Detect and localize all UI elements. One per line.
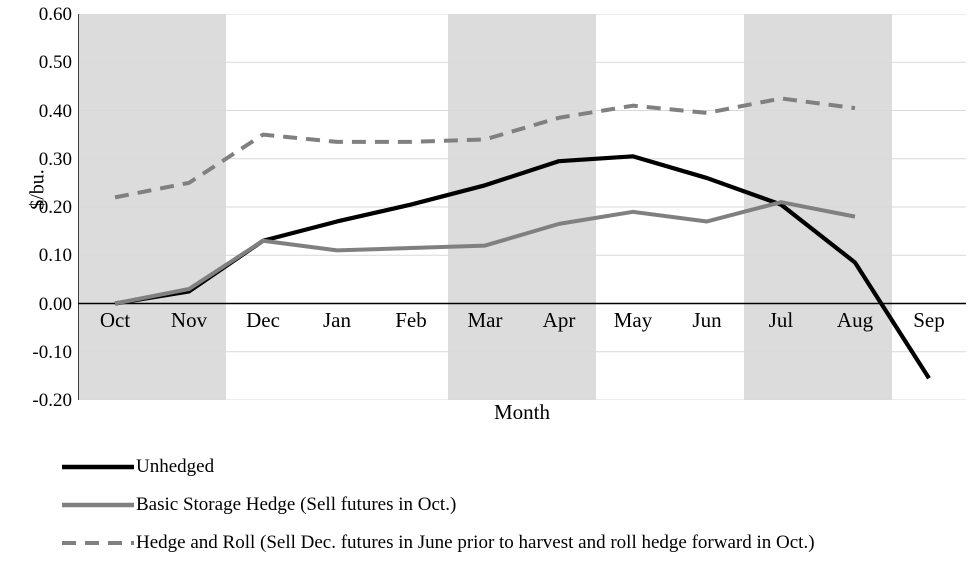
y-axis-label: 0.00 (38, 293, 72, 315)
x-axis-label: Dec (246, 307, 280, 332)
y-axis-label: 0.60 (38, 4, 72, 25)
y-axis-label: -0.20 (32, 390, 72, 411)
x-axis-label: Nov (170, 307, 208, 332)
x-axis-label: Jan (323, 307, 351, 332)
x-axis-label: Mar (467, 307, 503, 332)
solid-gray-line-key (60, 497, 136, 513)
legend-label: Basic Storage Hedge (Sell futures in Oct.) (136, 494, 457, 515)
x-axis-label: Feb (395, 307, 427, 332)
x-axis-label: Jun (692, 307, 722, 332)
y-axis-label: 0.40 (38, 100, 72, 122)
y-axis-label: 0.20 (38, 197, 72, 218)
x-axis-label: May (613, 307, 653, 332)
y-axis-title: $/bu. (26, 169, 49, 210)
legend-label: Hedge and Roll (Sell Dec. futures in June prior to harvest and roll hedge forward in Oct.) (136, 532, 815, 553)
chart-legend (60, 448, 970, 562)
solid-black-line-key (60, 459, 136, 475)
y-axis-label: 0.10 (38, 245, 72, 267)
y-axis-label: -0.10 (32, 341, 72, 363)
x-axis-label: Jul (768, 307, 794, 332)
dashed-gray-line-key (60, 535, 136, 551)
plot-area (78, 14, 966, 400)
legend-item (60, 524, 970, 562)
x-axis-label: Apr (542, 307, 576, 332)
x-axis-label: Aug (836, 307, 874, 332)
x-axis-label: Sep (913, 307, 945, 332)
y-axis-label: 0.30 (38, 148, 72, 170)
legend-item (60, 486, 970, 524)
plot-canvas (78, 14, 966, 400)
y-axis-tick-labels (0, 4, 72, 411)
y-axis-label: 0.50 (38, 52, 72, 74)
x-axis-title: Month (493, 400, 550, 424)
legend-label: Unhedged (136, 456, 215, 477)
legend-item (60, 448, 970, 486)
x-axis-label: Oct (99, 307, 131, 332)
